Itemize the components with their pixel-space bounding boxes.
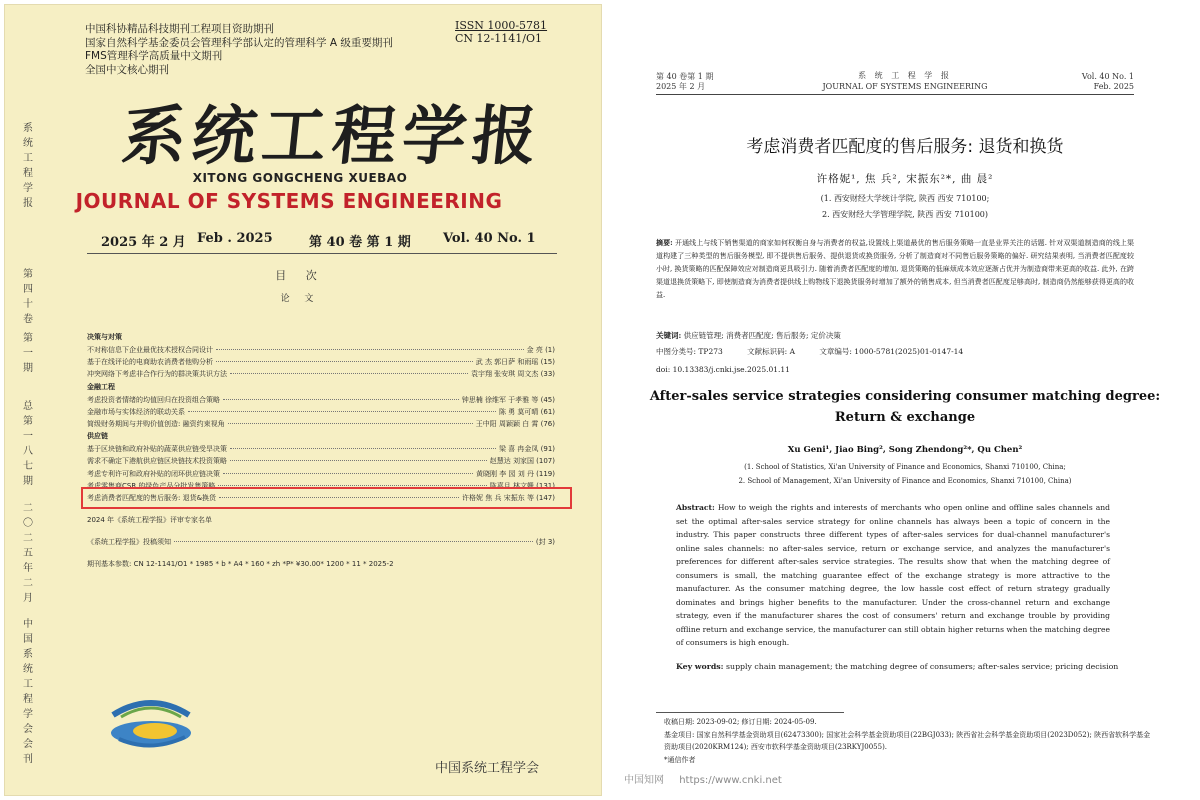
article-title-en-line: After-sales service strategies considering consumer matching degree: (649, 389, 1161, 404)
cover-vertical-total: 总第一八七期 (23, 401, 33, 487)
toc-section-heading: 决策与对策 (87, 333, 122, 341)
society-name: 中国系统工程学会 (435, 761, 540, 776)
abstract-en (676, 501, 1110, 650)
cn-number: CN 12-1141/O1 (455, 32, 542, 45)
footnote-funding: 基金项目: 国家自然科学基金资助项目(62473300); 国家社会科学基金资助项目(22BGJ033); 陕西省社会科学基金资助项目(2023D052); 陕西省软科学基金资助项目(2020KRM124); 西安市软科学基金资助项目(23RKYJ0055). (664, 730, 1151, 751)
toc-leader-dots (230, 448, 496, 449)
toc-entry-authors: 金 亮 (1) (526, 346, 555, 354)
doi: doi: 10.13383/j.cnki.jse.2025.01.11 (656, 365, 790, 374)
issue-date-cn: 2025 年 2 月 (101, 235, 186, 250)
toc-entry-title: 考虑专利许可和政府补贴的闭环供应链决策 (87, 469, 220, 478)
toc-entry-title: 需求不确定下港航供应链区块链技术投资策略 (87, 457, 227, 466)
toc-entry (87, 406, 555, 418)
article-first-page (610, 0, 1200, 800)
cover-vertical-society: 中国系统工程学会会刊 (23, 619, 33, 765)
header-volume-cn: 第 40 卷第 1 期 (656, 72, 714, 81)
toc-entry (87, 356, 555, 368)
issn-block (455, 19, 547, 45)
abstract-en-text: How to weigh the rights and interests of merchants who open online and offline sales channels and set the optimal after-sales service strategy for online channels has always been a topic of concern in the industry. This paper constructs three different types of after-sales services for dual-channel manufacturer's online sales channels: no after-sales service, return or exchange service, and analyzes the manufacturer's preferences for different after-sales service strategies. The results show that when the matching degree of consumers is small, the matching guarantee effect of the exchange strategy is more attractive to the manufacturer. As the consumer matching degree, the low hassle cost effect of return strategy gradually dominates and brings higher benefits to the manufacturer. Under the cross-channel return and exchange strategy, even if the manufacturer shares the cost of consumers' return and exchange trouble by providing offline return and exchange service, the manufacturer can still obtain higher returns when the matching degree of consumers is high enough. (676, 503, 1110, 647)
toc-entry-authors: 许格妮 焦 兵 宋振东 等 (147) (462, 493, 555, 502)
keywords-en-label: Key words: (676, 662, 724, 671)
toc-entry-title: 2024 年《系统工程学报》评审专家名单 (87, 516, 213, 525)
table-of-contents (87, 331, 555, 571)
toc-entry (87, 368, 555, 380)
toc-entry-authors: 黄晓刚 李 园 刘 丹 (119) (476, 469, 555, 478)
header-journal-cn: 系 统 工 程 学 报 (858, 71, 952, 80)
toc-leader-dots (216, 361, 473, 362)
header-date-cn: 2025 年 2 月 (656, 82, 706, 91)
toc-leader-dots (218, 485, 486, 486)
article-title-en-line: Return & exchange (834, 410, 976, 425)
affiliation-cn: 2. 西安财经大学管理学院, 陕西 西安 710100) (821, 210, 988, 219)
abstract-en-label: Abstract: (676, 503, 715, 512)
article-title-en (610, 386, 1200, 428)
issn-number: ISSN 1000-5781 (455, 19, 548, 32)
class-number: 中图分类号: TP273 (656, 347, 723, 356)
toc-spacer (87, 526, 555, 536)
cover-vertical-volume: 第四十卷 (23, 269, 33, 325)
toc-entry-authors: 陈 勇 莫可晴 (61) (498, 407, 555, 416)
sponsor-line: 全国中文核心期刊 (85, 63, 169, 76)
authors-en: Xu Geni¹, Jiao Bing², Song Zhendong²*, Qu Chen² (787, 445, 1023, 455)
journal-cover (4, 4, 602, 796)
sponsor-line: FMS管理科学高质量中文期刊 (85, 50, 223, 62)
affiliation-cn: (1. 西安财经大学统计学院, 陕西 西安 710100; (820, 194, 990, 203)
cover-vertical-date: 二〇二五年二月 (23, 503, 33, 604)
toc-entry (87, 418, 555, 430)
cnki-watermark (624, 771, 794, 786)
issue-date-en: Feb . 2025 (197, 231, 273, 246)
journal-title-english: JOURNAL OF SYSTEMS ENGINEERING (75, 189, 503, 213)
running-header-right (1082, 72, 1134, 92)
sponsor-line: 中国科协精品科技期刊工程项目资助期刊 (85, 23, 274, 35)
toc-entry-title: 基于区块链和政府补贴的蔬菜供应链受旱决策 (87, 445, 227, 454)
toc-section-heading: 金融工程 (87, 382, 115, 391)
sponsor-line: 国家自然科学基金委员会管理科学部认定的管理科学 A 级重要期刊 (85, 36, 393, 49)
toc-leader-dots (174, 541, 533, 542)
toc-entry-title: 《系统工程学报》投稿须知 (87, 538, 171, 547)
issue-divider (87, 253, 557, 254)
toc-entry-authors: 袁宇翔 张安琪 周文杰 (33) (470, 370, 555, 379)
keywords-cn (656, 330, 1134, 341)
header-journal-en: JOURNAL OF SYSTEMS ENGINEERING (822, 82, 988, 91)
classification-line (656, 346, 1134, 357)
journal-title-calligraphy: 系统工程学报 (118, 99, 547, 174)
toc-entry (87, 536, 555, 548)
toc-entry-title: 考虑消费者匹配度的售后服务: 退货&换货 (87, 493, 217, 502)
toc-entry (87, 394, 555, 406)
affiliation-en: 2. School of Management, Xi'an University of Finance and Economics, Shanxi 710100, China) (738, 477, 1072, 485)
article-number: 文章编号: 1000-5781(2025)01-0147-14 (819, 347, 964, 356)
keywords-en (676, 662, 1136, 671)
toc-entry (87, 514, 555, 526)
toc-entry-authors: (封 3) (535, 538, 555, 547)
authors-cn: 许格妮¹, 焦 兵², 宋振东²*, 曲 晨² (816, 173, 994, 185)
keywords-cn-label: 关键词: (656, 331, 682, 340)
toc-leader-dots (223, 473, 473, 474)
toc-section-heading: 供应链 (87, 432, 108, 441)
footnote-divider (656, 712, 844, 713)
toc-leader-dots (223, 399, 459, 400)
issue-volume-cn: 第 40 卷 第 1 期 (309, 235, 411, 250)
document-code: 文献标识码: A (747, 347, 795, 356)
toc-entry-authors: 梁 喜 冉金凤 (91) (498, 445, 555, 454)
toc-entry-authors: 武 杰 郭日萨 和雨瑶 (15) (475, 358, 555, 367)
toc-entry-title: 金融市场与实体经济的联动关系 (87, 407, 185, 416)
abstract-cn-text: 开通线上与线下销售渠道的商家如何权衡自身与消费者的权益,设置线上渠道最优的售后服务策略一直是业界关注的话题. 针对双渠道制造商的线上渠道构建了三种类型的售后服务模型, 即不提供售后服务、提供退货或换货服务, 分析了制造商对不同售后服务策略的偏好. 研究结果表明, 当消费者匹配度较小时, 换货策略的匹配保障效应对制造商更具吸引力. 随着消费者匹配度的增加, 退货策略的低麻烦成本效应逐渐占优并为制造商带来更高的收益. 此外, 在跨渠道退换货策略下, 即使制造商为消费者提供线上购物线下退换货服务时增加了额外的销售成本, 但当消费者匹配度足够高时, 制造商仍然能够获得更高的收益. (656, 239, 1134, 299)
highlight-box (81, 487, 572, 509)
toc-entry-title: 基于在线评论的电商助农消费者他购分析 (87, 358, 213, 367)
toc-entry (87, 468, 555, 480)
watermark-url: https://www.cnki.net (679, 775, 782, 786)
toc-entry-title: 不对称信息下企业最优技术授权合同设计 (87, 346, 213, 354)
keywords-cn-text: 供应链管理; 消费者匹配度; 售后服务; 定价决策 (683, 331, 841, 340)
cover-vertical-issue: 第一期 (23, 333, 33, 374)
footnote-received: 收稿日期: 2023-09-02; 修订日期: 2024-05-09. (664, 718, 817, 726)
header-divider (656, 94, 1134, 95)
header-date-en: Feb. 2025 (1093, 82, 1134, 91)
cover-vertical-title: 系统工程学报 (23, 123, 33, 209)
toc-entry-title: 考虑投资者情绪的均值回归在投资组合策略 (87, 395, 220, 404)
article-title-cn: 考虑消费者匹配度的售后服务: 退货和换货 (746, 137, 1064, 157)
toc-leader-dots (188, 411, 496, 412)
watermark-site: 中国知网 (624, 775, 664, 786)
header-volume-en: Vol. 40 No. 1 (1081, 72, 1134, 81)
affiliation-en: (1. School of Statistics, Xi'an University of Finance and Economics, Shanxi 710100, China; (744, 463, 1066, 471)
society-logo-icon (101, 687, 201, 757)
issue-volume-en: Vol. 40 No. 1 (443, 231, 536, 246)
journal-title-pinyin: XITONG GONGCHENG XUEBAO (192, 171, 408, 185)
toc-leader-dots (230, 373, 468, 374)
toc-entry-title: 冲突网络下考虑非合作行为的群决策共识方法 (87, 370, 227, 379)
journal-parameters: 期刊基本参数: CN 12-1141/O1 * 1985 * b * A4 * 160 * zh *P* ¥30.00* 1200 * 11 * 2025-2 (87, 560, 394, 569)
toc-entry-authors: 王中阳 周颖颖 白 霄 (76) (475, 419, 555, 428)
toc-subheading: 论 文 (280, 294, 320, 304)
abstract-cn (656, 236, 1134, 302)
toc-leader-dots (230, 460, 487, 461)
footnote-corresponding: *通信作者 (664, 755, 696, 764)
toc-entry-title: 简级财务期间与并购价值创造: 融资约束视角 (87, 419, 225, 428)
sponsor-list (85, 23, 393, 77)
footnotes (664, 716, 1154, 766)
toc-entry-authors: 陈嘉月 林文姗 (131) (489, 481, 555, 490)
toc-spacer (87, 548, 555, 558)
keywords-en-text: supply chain management; the matching degree of consumers; after-sales service; pricing decision (726, 662, 1119, 671)
toc-leader-dots (216, 349, 524, 350)
abstract-cn-label: 摘要: (656, 238, 673, 247)
toc-heading: 目 次 (275, 269, 325, 282)
toc-entry (87, 443, 555, 455)
toc-entry-title: 考虑零售商CSR 的绿色产品分批发售策略 (87, 481, 216, 490)
toc-entry (87, 344, 555, 356)
toc-entry-authors: 钟思楠 徐维军 于孝雅 等 (45) (461, 395, 555, 404)
toc-entry-authors: 赵慧达 刘家国 (107) (489, 457, 555, 466)
toc-entry (87, 455, 555, 467)
toc-leader-dots (228, 423, 473, 424)
